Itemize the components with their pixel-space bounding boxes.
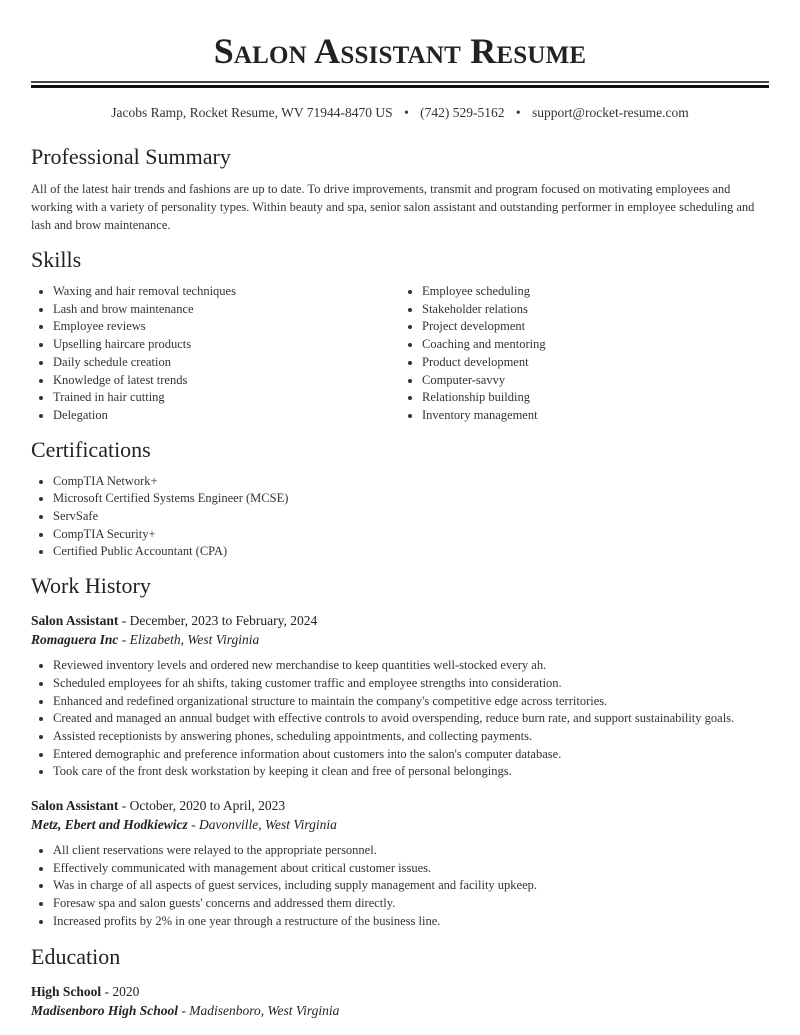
- skills-list-left: [31, 283, 400, 425]
- job-bullet: • Effectively communicated with management about critical customer issues.: [53, 860, 769, 878]
- job-title-line: [31, 611, 769, 630]
- skill-item: • Delegation: [53, 407, 400, 425]
- education-heading: Education: [31, 943, 121, 969]
- job-title: Salon Assistant: [31, 798, 119, 814]
- job-company-line: [31, 630, 769, 649]
- job-bullet: • Increased profits by 2% in one year through a restructure of the business line.: [53, 913, 769, 931]
- job-bullet: • Reviewed inventory levels and ordered new merchandise to keep quantities well-stocked every ah.: [53, 657, 769, 675]
- job-company-line: [31, 815, 769, 834]
- job-bullet: • Assisted receptionists by answering phones, scheduling appointments, and collecting payments.: [53, 728, 769, 746]
- skill-item: • Knowledge of latest trends: [53, 372, 400, 390]
- job-bullet: • Took care of the front desk workstation by keeping it clean and free of personal belongings.: [53, 763, 769, 781]
- summary-text: All of the latest hair trends and fashions are up to date. To drive improvements, transmit and program focused on motivating employees and working with a variety of personality types. Within beauty and spa, senior salon assistant and outstanding performer in employee scheduling and lash and brow maintenance.: [31, 182, 755, 232]
- certification-item: • CompTIA Security+: [53, 526, 769, 544]
- skill-item: • Employee scheduling: [422, 283, 769, 301]
- certification-item: • ServSafe: [53, 508, 769, 526]
- job-company: Romaguera Inc: [31, 632, 119, 648]
- skill-item: • Lash and brow maintenance: [53, 301, 400, 319]
- certification-item: • Microsoft Certified Systems Engineer (MCSE): [53, 490, 769, 508]
- education-degree: High School: [31, 983, 102, 999]
- job-location: - Davonville, West Virginia: [187, 817, 337, 833]
- skill-item: • Relationship building: [422, 389, 769, 407]
- education-school-line: [31, 1001, 769, 1020]
- contact-line: [31, 103, 769, 123]
- job-bullet: • Foresaw spa and salon guests' concerns and addressed them directly.: [53, 895, 769, 913]
- education-school: Madisenboro High School: [31, 1002, 179, 1018]
- skills-section: [31, 246, 769, 425]
- skills-list-right: [400, 283, 769, 425]
- certification-item: • Certified Public Accountant (CPA): [53, 543, 769, 561]
- header-divider-thick: [31, 85, 769, 88]
- summary-section: [31, 143, 769, 234]
- skill-item: • Upselling haircare products: [53, 336, 400, 354]
- job-company: Metz, Ebert and Hodkiewicz: [31, 817, 188, 833]
- education-degree-line: [31, 982, 769, 1001]
- job-dates: - December, 2023 to February, 2024: [118, 613, 318, 629]
- job-title-line: [31, 796, 769, 815]
- skill-item: • Trained in hair cutting: [53, 389, 400, 407]
- certifications-section: [31, 436, 769, 562]
- job-location: - Elizabeth, West Virginia: [118, 632, 260, 648]
- bullet-separator: •: [404, 105, 409, 120]
- job-dates: - October, 2020 to April, 2023: [118, 798, 286, 814]
- skill-item: • Coaching and mentoring: [422, 336, 769, 354]
- job-entry: [31, 796, 769, 931]
- job-title: Salon Assistant: [31, 613, 119, 629]
- certifications-list: [31, 473, 769, 562]
- education-section: [31, 943, 769, 1020]
- skills-columns: [31, 283, 769, 425]
- skill-item: • Computer-savvy: [422, 372, 769, 390]
- header-divider-thin: [31, 81, 769, 83]
- skill-item: • Project development: [422, 318, 769, 336]
- job-bullet: • Entered demographic and preference information about customers into the salon's computer database.: [53, 746, 769, 764]
- job-bullet: • Was in charge of all aspects of guest services, including supply management and facility upkeep.: [53, 877, 769, 895]
- skill-item: • Employee reviews: [53, 318, 400, 336]
- job-bullets: [31, 657, 769, 781]
- summary-heading: Professional Summary: [31, 144, 231, 169]
- job-bullet: • All client reservations were relayed to the appropriate personnel.: [53, 842, 769, 860]
- job-entry: [31, 611, 769, 781]
- bullet-separator: •: [515, 105, 521, 120]
- skills-heading: Skills: [31, 247, 82, 272]
- certifications-heading: Certifications: [31, 436, 151, 462]
- job-bullet: • Scheduled employees for ah shifts, taking customer traffic and employee strengths into consideration.: [53, 675, 769, 693]
- job-bullet: • Enhanced and redefined organizational structure to maintain the company's competitive edge across territories.: [53, 693, 769, 711]
- contact-email: support@rocket-resume.com: [532, 105, 689, 120]
- contact-address: Jacobs Ramp, Rocket Resume, WV 71944-8470 US: [111, 105, 393, 120]
- education-location: - Madisenboro, West Virginia: [178, 1002, 340, 1018]
- skill-item: • Product development: [422, 354, 769, 372]
- education-year: - 2020: [101, 983, 140, 999]
- skill-item: • Stakeholder relations: [422, 301, 769, 319]
- work-history-heading: Work History: [31, 573, 151, 599]
- job-bullets: [31, 842, 769, 931]
- skill-item: • Inventory management: [422, 407, 769, 425]
- job-bullet: • Created and managed an annual budget with effective controls to avoid overspending, reduce burn rate, and support sustainability goals.: [53, 710, 769, 728]
- resume-title: Salon Assistant Resume: [213, 31, 587, 71]
- skill-item: • Daily schedule creation: [53, 354, 400, 372]
- work-history-section: [31, 572, 769, 930]
- contact-phone: (742) 529-5162: [420, 105, 505, 120]
- skill-item: • Waxing and hair removal techniques: [53, 283, 400, 301]
- certification-item: • CompTIA Network+: [53, 473, 769, 491]
